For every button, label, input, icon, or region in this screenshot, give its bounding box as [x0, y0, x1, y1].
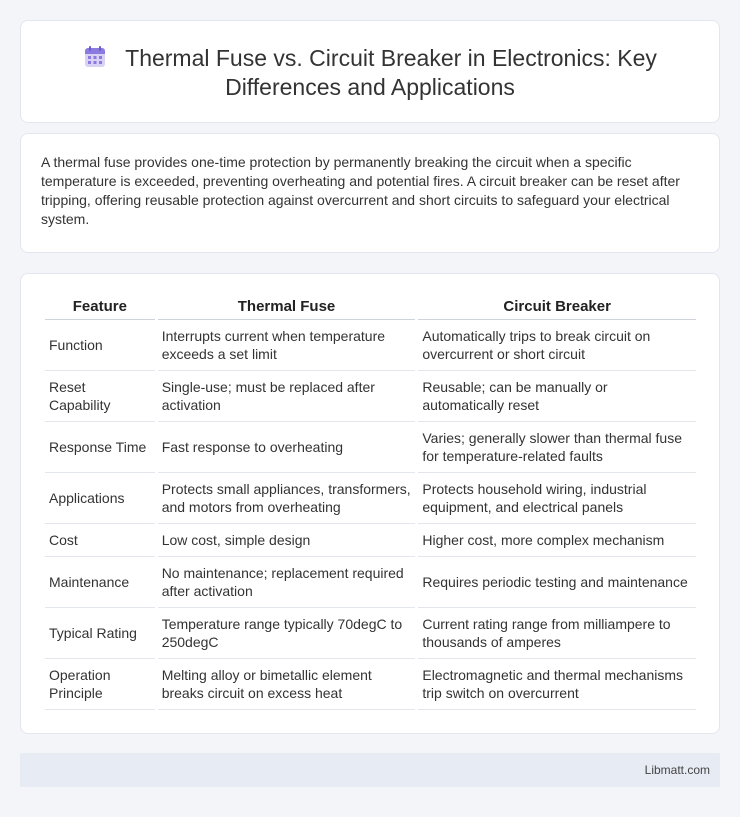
page-title: [61, 44, 679, 102]
header-circuit-breaker: Circuit Breaker: [418, 294, 696, 320]
table-header-row: [45, 294, 696, 320]
circuit-breaker-cell: Current rating range from milliampere to thousands of amperes: [418, 608, 696, 659]
table-row: [45, 608, 696, 659]
circuit-breaker-cell: Electromagnetic and thermal mechanisms trip switch on overcurrent: [418, 659, 696, 710]
footer: [20, 753, 720, 787]
title-text: Thermal Fuse vs. Circuit Breaker in Electronics: Key Differences and Applications: [125, 45, 657, 100]
table-row: [45, 524, 696, 557]
thermal-fuse-cell: No maintenance; replacement required after activation: [158, 557, 416, 608]
circuit-breaker-cell: Varies; generally slower than thermal fuse for temperature-related faults: [418, 422, 696, 473]
thermal-fuse-cell: Interrupts current when temperature exceeds a set limit: [158, 320, 416, 371]
feature-cell: Function: [45, 320, 155, 371]
table-row: [45, 473, 696, 524]
circuit-breaker-cell: Automatically trips to break circuit on overcurrent or short circuit: [418, 320, 696, 371]
intro-card: [20, 133, 720, 253]
table-row: [45, 320, 696, 371]
header-feature: Feature: [45, 294, 155, 320]
thermal-fuse-cell: Single-use; must be replaced after activation: [158, 371, 416, 422]
feature-cell: Applications: [45, 473, 155, 524]
feature-cell: Response Time: [45, 422, 155, 473]
table-row: [45, 371, 696, 422]
intro-paragraph: A thermal fuse provides one-time protection by permanently breaking the circuit when a specific temperature is exceeded, preventing overheating and potential fires. A circuit breaker can be reset after tripping, offering reusable protection against overcurrent and short circuits to safeguard your electrical system.: [41, 154, 680, 227]
title-card: [20, 20, 720, 123]
calendar-icon: [83, 45, 107, 69]
table-row: [45, 422, 696, 473]
thermal-fuse-cell: Low cost, simple design: [158, 524, 416, 557]
thermal-fuse-cell: Temperature range typically 70degC to 250degC: [158, 608, 416, 659]
comparison-card: [20, 273, 720, 734]
table-row: [45, 659, 696, 710]
feature-cell: Typical Rating: [45, 608, 155, 659]
thermal-fuse-cell: Melting alloy or bimetallic element breaks circuit on excess heat: [158, 659, 416, 710]
feature-cell: Maintenance: [45, 557, 155, 608]
comparison-table: [42, 294, 699, 710]
thermal-fuse-cell: Protects small appliances, transformers, and motors from overheating: [158, 473, 416, 524]
thermal-fuse-cell: Fast response to overheating: [158, 422, 416, 473]
feature-cell: Reset Capability: [45, 371, 155, 422]
feature-cell: Operation Principle: [45, 659, 155, 710]
circuit-breaker-cell: Protects household wiring, industrial equipment, and electrical panels: [418, 473, 696, 524]
circuit-breaker-cell: Reusable; can be manually or automatically reset: [418, 371, 696, 422]
footer-site-link[interactable]: Libmatt.com: [644, 763, 710, 777]
circuit-breaker-cell: Requires periodic testing and maintenance: [418, 557, 696, 608]
circuit-breaker-cell: Higher cost, more complex mechanism: [418, 524, 696, 557]
header-thermal-fuse: Thermal Fuse: [158, 294, 416, 320]
feature-cell: Cost: [45, 524, 155, 557]
table-row: [45, 557, 696, 608]
